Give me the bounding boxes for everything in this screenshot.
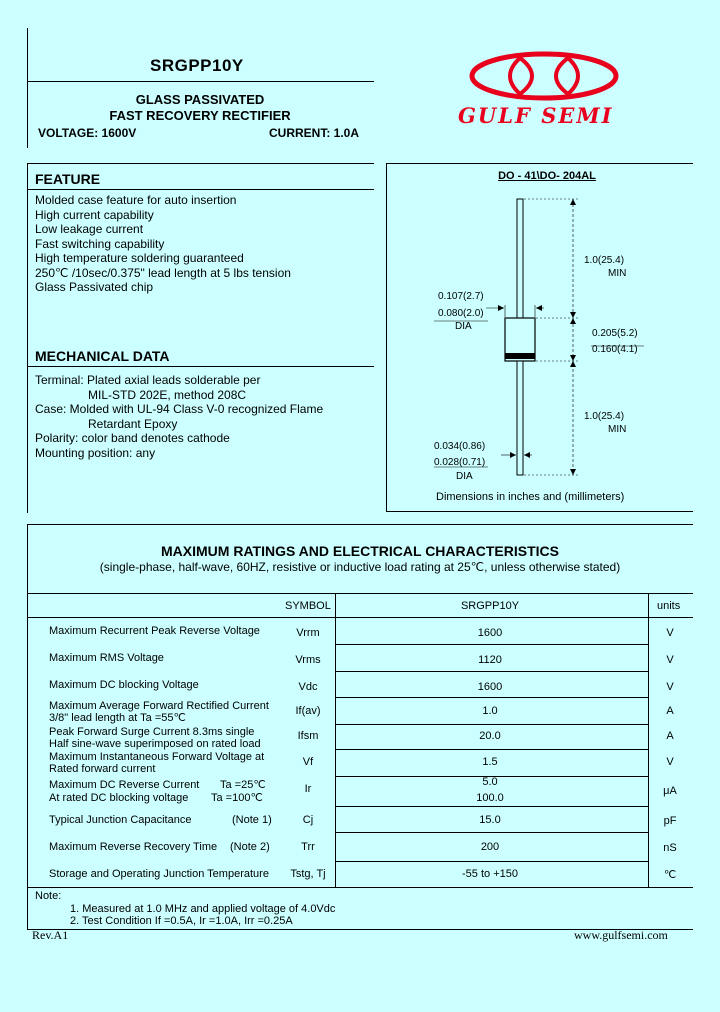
mechanical-item: Mounting position: any	[35, 445, 156, 460]
feature-list	[35, 193, 291, 295]
row-condition: (Note 1)	[232, 814, 272, 826]
row-param: Maximum Reverse Recovery Time	[49, 841, 218, 853]
row-condition: (Note 2)	[230, 841, 270, 853]
row-param: Peak Forward Surge Current 8.3ms single	[49, 726, 255, 738]
row-symbol: Vf	[302, 756, 314, 768]
row-unit: A	[666, 705, 674, 717]
row-divider	[335, 671, 648, 672]
note-item: 1. Measured at 1.0 MHz and applied voltage of 4.0Vdc	[70, 903, 336, 915]
row-param: Maximum Recurrent Peak Reverse Voltage	[49, 625, 260, 637]
row-divider	[335, 724, 648, 725]
row-unit: μA	[663, 785, 677, 797]
lead-dia-min: 0.028(0.71)	[434, 457, 486, 468]
row-symbol: Trr	[301, 841, 315, 853]
row-divider	[335, 749, 648, 750]
row-unit: V	[666, 681, 674, 693]
row-unit: V	[666, 654, 674, 666]
mechanical-item: MIL-STD 202E, method 208C	[88, 387, 247, 402]
feature-item: Low leakage current	[35, 222, 144, 236]
feature-item: 250℃ /10sec/0.375" lead length at 5 lbs tension	[35, 265, 291, 280]
header-divider	[27, 81, 374, 82]
feature-item: Fast switching capability	[35, 236, 165, 251]
row-symbol: Cj	[302, 814, 314, 826]
feature-title: FEATURE	[35, 171, 101, 187]
revision: Rev.A1	[32, 928, 69, 942]
row-param: Maximum Instantaneous Forward Voltage at	[49, 751, 265, 763]
row-condition: Ta =25℃	[220, 779, 266, 791]
row-value: 200	[480, 841, 500, 853]
row-value: -55 to +150	[462, 868, 518, 880]
lead-bottom-min: MIN	[608, 424, 627, 435]
row-symbol: Tstg, Tj	[290, 868, 326, 880]
body-length-min: 0.160(4.1)	[592, 344, 638, 355]
row-divider	[335, 644, 648, 645]
diode-drawing	[386, 163, 693, 512]
feature-title-rule	[27, 189, 374, 190]
mechanical-item: Retardant Epoxy	[88, 416, 178, 431]
row-condition-line2: Ta =100℃	[211, 792, 263, 804]
table-bottom-rule	[27, 887, 693, 888]
package-title: DO - 41\DO- 204AL	[498, 170, 596, 182]
current-rating: CURRENT: 1.0A	[269, 126, 360, 140]
row-symbol: Vrrm	[296, 627, 320, 639]
body-length-max: 0.205(5.2)	[592, 328, 638, 339]
row-param: Maximum DC Reverse Current	[49, 779, 200, 791]
feature-item: Glass Passivated chip	[35, 280, 154, 294]
mechanical-title: MECHANICAL DATA	[35, 348, 170, 364]
mechanical-item: Polarity: color band denotes cathode	[35, 431, 230, 445]
header-left-rule	[27, 28, 28, 148]
row-unit: nS	[663, 842, 677, 854]
logo-text: GULF SEMI	[458, 103, 614, 128]
lead-bottom-length: 1.0(25.4)	[584, 411, 625, 422]
row-param-line2: 3/8" lead length at Ta =55℃	[49, 712, 186, 724]
header-symbol: SYMBOL	[285, 600, 331, 612]
units-col-rule	[648, 593, 649, 887]
row-divider	[335, 832, 648, 833]
row-value: 1.0	[482, 705, 498, 717]
body-dia-max: 0.107(2.7)	[438, 291, 484, 302]
row-param-line2: Rated forward current	[49, 763, 156, 775]
row-unit: pF	[663, 815, 677, 827]
feature-item: Molded case feature for auto insertion	[35, 193, 237, 207]
row-value: 1.5	[482, 756, 498, 768]
feature-item: High temperature soldering guaranteed	[35, 251, 244, 265]
lead-dia-max: 0.034(0.86)	[434, 441, 486, 452]
row-value-line2: 100.0	[476, 792, 504, 804]
row-divider	[335, 806, 648, 807]
header-part: SRGPP10Y	[460, 600, 520, 612]
row-value: 20.0	[479, 730, 501, 742]
row-symbol: Ifsm	[297, 730, 319, 742]
header-line1: GLASS PASSIVATED	[135, 92, 265, 107]
row-symbol: Vrms	[295, 654, 321, 666]
row-param: Maximum RMS Voltage	[49, 652, 164, 664]
website-link[interactable]: www.gulfsemi.com	[574, 928, 668, 942]
header-units: units	[657, 600, 681, 612]
row-param: Maximum Average Forward Rectified Current	[49, 700, 269, 712]
row-unit: V	[666, 756, 674, 768]
row-unit: A	[666, 730, 674, 742]
row-divider	[335, 697, 648, 698]
row-param-line2: Half sine-wave superimposed on rated load	[49, 738, 261, 750]
row-value: 1600	[477, 627, 503, 639]
gulf-semi-logo-icon	[468, 50, 620, 102]
feature-box-left	[27, 163, 28, 513]
row-value: 15.0	[479, 814, 501, 826]
row-unit: ℃	[663, 869, 677, 881]
voltage-rating: VOLTAGE: 1600V	[38, 126, 137, 140]
row-param: Typical Junction Capacitance	[49, 814, 192, 826]
row-value: 5.0	[482, 776, 498, 788]
lead-top-min: MIN	[608, 268, 627, 279]
mechanical-item: Terminal: Plated axial leads solderable per	[35, 373, 261, 387]
row-unit: V	[666, 627, 674, 639]
row-value: 1120	[478, 654, 502, 666]
table-header-bottom	[27, 617, 693, 618]
notes-label: Note:	[35, 890, 62, 902]
table-top-rule	[27, 524, 693, 525]
table-left-rule	[27, 524, 28, 930]
header-line2: FAST RECOVERY RECTIFIER	[109, 108, 291, 123]
row-symbol: If(av)	[295, 705, 321, 717]
row-param-line2: At rated DC blocking voltage	[49, 792, 189, 804]
row-divider	[335, 861, 648, 862]
table-header-top	[27, 593, 693, 594]
dimensions-note: Dimensions in inches and (millimeters)	[436, 491, 625, 503]
row-value: 1600	[477, 681, 503, 693]
note-item: 2. Test Condition If =0.5A, Ir =1.0A, Irr =0.25A	[70, 915, 293, 927]
row-param: Maximum DC blocking Voltage	[49, 679, 199, 691]
feature-box-top	[27, 163, 374, 164]
row-symbol: Ir	[304, 783, 312, 795]
mechanical-item: Case: Molded with UL-94 Class V-0 recognized Flame	[35, 402, 324, 416]
ratings-subtitle: (single-phase, half-wave, 60HZ, resistive or inductive load rating at 25℃, unless otherwise stated)	[99, 560, 621, 574]
ratings-title: MAXIMUM RATINGS AND ELECTRICAL CHARACTERISTICS	[161, 543, 559, 559]
feature-item: High current capability	[35, 207, 154, 222]
row-param: Storage and Operating Junction Temperature	[49, 868, 269, 880]
lead-dia-label: DIA	[456, 471, 473, 482]
row-symbol: Vdc	[298, 681, 318, 693]
body-dia-label: DIA	[455, 321, 472, 332]
mechanical-list	[35, 373, 323, 460]
lead-top-length: 1.0(25.4)	[584, 255, 625, 266]
mechanical-title-rule	[27, 366, 374, 367]
part-number-title: SRGPP10Y	[150, 56, 244, 75]
body-dia-min: 0.080(2.0)	[438, 308, 484, 319]
